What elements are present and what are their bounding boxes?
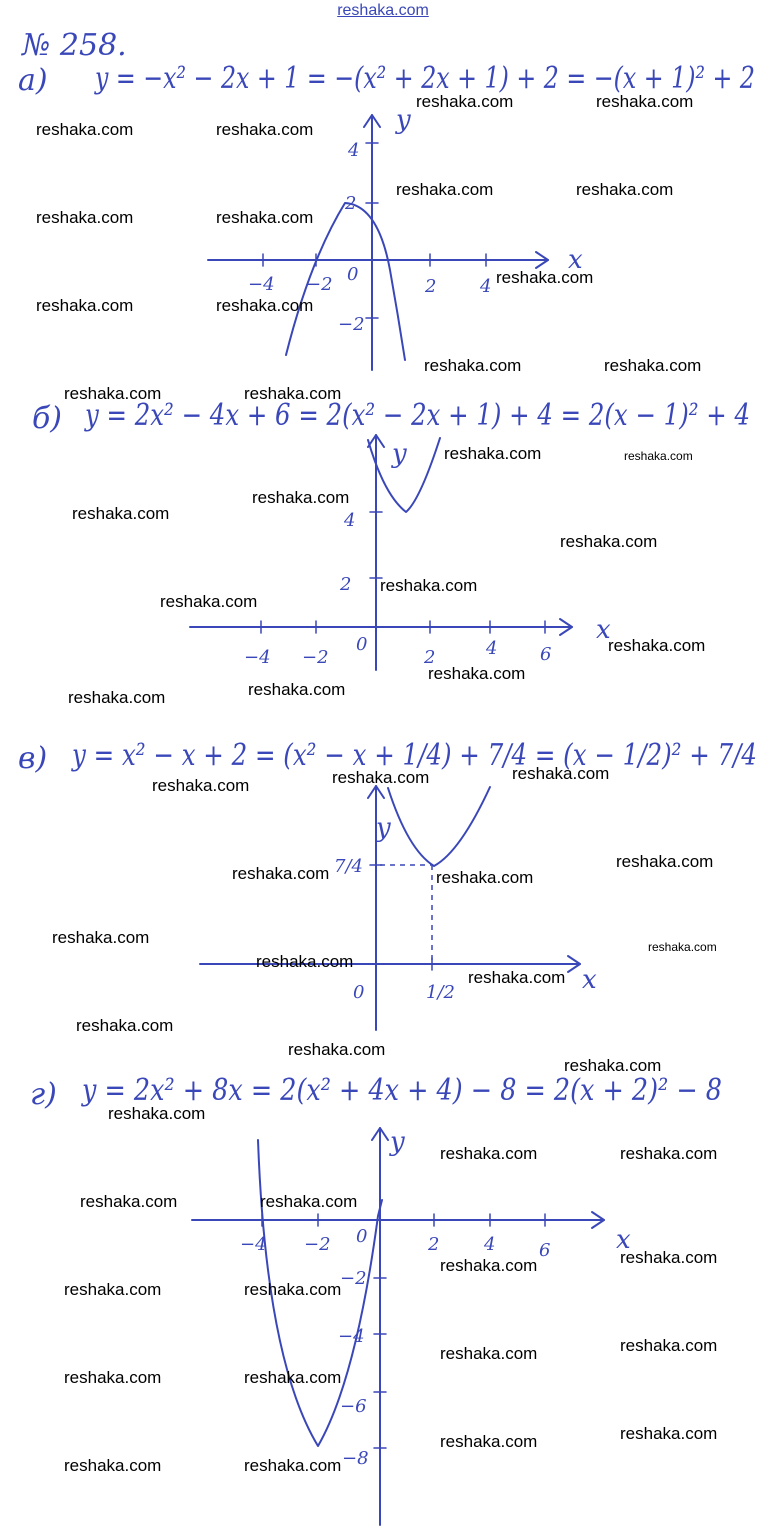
part-d-x-name: x xyxy=(616,1225,631,1255)
part-b-y-tick: 2 xyxy=(340,574,352,595)
watermark: reshaka.com xyxy=(244,1368,342,1387)
watermark: reshaka.com xyxy=(244,1280,342,1299)
part-d-equation: y = 2x² + 8x = 2(x² + 4x + 4) − 8 = 2(x + 2)² − 8 xyxy=(80,1073,723,1108)
part-d-y-tick: −4 xyxy=(338,1326,365,1347)
watermark: reshaka.com xyxy=(36,208,134,227)
watermark: reshaka.com xyxy=(468,968,566,987)
watermark: reshaka.com xyxy=(604,356,702,375)
part-a-origin: 0 xyxy=(347,264,359,285)
part-a-x-name: x xyxy=(568,245,583,275)
watermark: reshaka.com xyxy=(64,1456,162,1475)
part-a-tick-marks xyxy=(263,143,486,318)
part-d-y-name: y xyxy=(390,1127,405,1157)
part-b-y-name: y xyxy=(392,439,407,469)
part-b-x-name: x xyxy=(596,615,611,645)
part-c-y-name: y xyxy=(376,813,391,843)
watermark: reshaka.com xyxy=(80,1192,178,1211)
watermark: reshaka.com xyxy=(576,180,674,199)
part-c-equation: y = x² − x + 2 = (x² − x + 1/4) + 7/4 = (x − 1/2)² + 7/4 xyxy=(70,738,757,773)
watermark: reshaka.com xyxy=(252,488,350,507)
watermark: reshaka.com xyxy=(332,768,430,787)
part-b-x-tick: 6 xyxy=(540,644,552,665)
site-link[interactable]: reshaka.com xyxy=(337,2,429,19)
part-a-y-tick: −2 xyxy=(338,314,365,335)
watermark: reshaka.com xyxy=(440,1344,538,1363)
watermark: reshaka.com xyxy=(648,940,717,954)
watermark: reshaka.com xyxy=(64,1368,162,1387)
part-a-label: а) xyxy=(18,63,48,98)
part-d-x-tick: 4 xyxy=(484,1234,496,1255)
part-d-y-tick: −6 xyxy=(340,1396,367,1417)
watermark: reshaka.com xyxy=(616,852,714,871)
watermark: reshaka.com xyxy=(596,92,694,111)
part-a-x-tick: 4 xyxy=(480,276,492,297)
part-b-x-tick: 2 xyxy=(424,647,436,668)
part-c-parabola xyxy=(388,787,490,866)
watermark: reshaka.com xyxy=(380,576,478,595)
watermark: reshaka.com xyxy=(52,928,150,947)
watermark: reshaka.com xyxy=(108,1104,206,1123)
watermark: reshaka.com xyxy=(288,1040,386,1059)
part-a-x-tick: −2 xyxy=(306,274,333,295)
part-c-x-tick: 1/2 xyxy=(426,982,455,1003)
part-a-x-tick: 2 xyxy=(425,276,437,297)
part-b-x-tick: 4 xyxy=(486,638,498,659)
part-c-y-tick: 7/4 xyxy=(334,856,363,877)
watermark: reshaka.com xyxy=(64,1280,162,1299)
watermark: reshaka.com xyxy=(424,356,522,375)
watermark: reshaka.com xyxy=(72,504,170,523)
watermark: reshaka.com xyxy=(256,952,354,971)
watermark: reshaka.com xyxy=(624,449,693,463)
part-d-x-tick: −2 xyxy=(304,1234,331,1255)
part-b-origin: 0 xyxy=(356,634,368,655)
watermark: reshaka.com xyxy=(444,444,542,463)
watermark: reshaka.com xyxy=(260,1192,358,1211)
watermark: reshaka.com xyxy=(216,120,314,139)
watermark: reshaka.com xyxy=(440,1144,538,1163)
part-a-y-name: y xyxy=(396,105,411,135)
watermark: reshaka.com xyxy=(560,532,658,551)
part-d-label: г) xyxy=(30,1077,57,1112)
watermark: reshaka.com xyxy=(440,1256,538,1275)
watermark: reshaka.com xyxy=(428,664,526,683)
watermark: reshaka.com xyxy=(620,1144,718,1163)
watermark: reshaka.com xyxy=(416,92,514,111)
part-c-x-name: x xyxy=(582,965,597,995)
watermark: reshaka.com xyxy=(440,1432,538,1451)
watermark: reshaka.com xyxy=(620,1248,718,1267)
watermark: reshaka.com xyxy=(216,208,314,227)
watermark: reshaka.com xyxy=(244,1456,342,1475)
part-b-x-tick: −4 xyxy=(244,647,271,668)
part-b-x-tick: −2 xyxy=(302,647,329,668)
watermark: reshaka.com xyxy=(620,1336,718,1355)
watermark: reshaka.com xyxy=(436,868,534,887)
watermark: reshaka.com xyxy=(608,636,706,655)
watermark: reshaka.com xyxy=(248,680,346,699)
part-d-origin: 0 xyxy=(356,1226,368,1247)
part-d-x-tick: −4 xyxy=(240,1234,267,1255)
part-c-origin: 0 xyxy=(353,982,365,1003)
part-b-equation: y = 2x² − 4x + 6 = 2(x² − 2x + 1) + 4 = 2(x − 1)² + 4 xyxy=(83,398,750,433)
part-a-y-tick: 2 xyxy=(345,193,357,214)
problem-number: № 258. xyxy=(22,28,127,63)
watermark: reshaka.com xyxy=(512,764,610,783)
watermark: reshaka.com xyxy=(68,688,166,707)
watermark: reshaka.com xyxy=(76,1016,174,1035)
watermark: reshaka.com xyxy=(216,296,314,315)
watermark: reshaka.com xyxy=(496,268,594,287)
part-c-label: в) xyxy=(18,741,48,776)
watermark: reshaka.com xyxy=(36,296,134,315)
part-d-y-tick: −8 xyxy=(342,1448,369,1469)
part-b-label: б) xyxy=(32,401,63,436)
part-d-x-tick: 6 xyxy=(539,1240,551,1261)
watermark: reshaka.com xyxy=(620,1424,718,1443)
part-b-y-tick: 4 xyxy=(344,510,356,531)
watermark: reshaka.com xyxy=(36,120,134,139)
part-a-y-tick: 4 xyxy=(348,140,360,161)
watermark: reshaka.com xyxy=(244,384,342,403)
watermark: reshaka.com xyxy=(160,592,258,611)
watermark: reshaka.com xyxy=(152,776,250,795)
part-d-x-tick: 2 xyxy=(428,1234,440,1255)
watermark: reshaka.com xyxy=(396,180,494,199)
part-a-equation: y = −x² − 2x + 1 = −(x² + 2x + 1) + 2 = −(x + 1)² + 2 xyxy=(93,61,756,96)
watermark: reshaka.com xyxy=(232,864,330,883)
part-b-tick-marks xyxy=(261,512,545,633)
watermark: reshaka.com xyxy=(64,384,162,403)
part-c-tick-marks xyxy=(370,865,432,970)
watermark: reshaka.com xyxy=(564,1056,662,1075)
part-d-y-tick: −2 xyxy=(340,1268,367,1289)
part-a-x-tick: −4 xyxy=(248,274,275,295)
